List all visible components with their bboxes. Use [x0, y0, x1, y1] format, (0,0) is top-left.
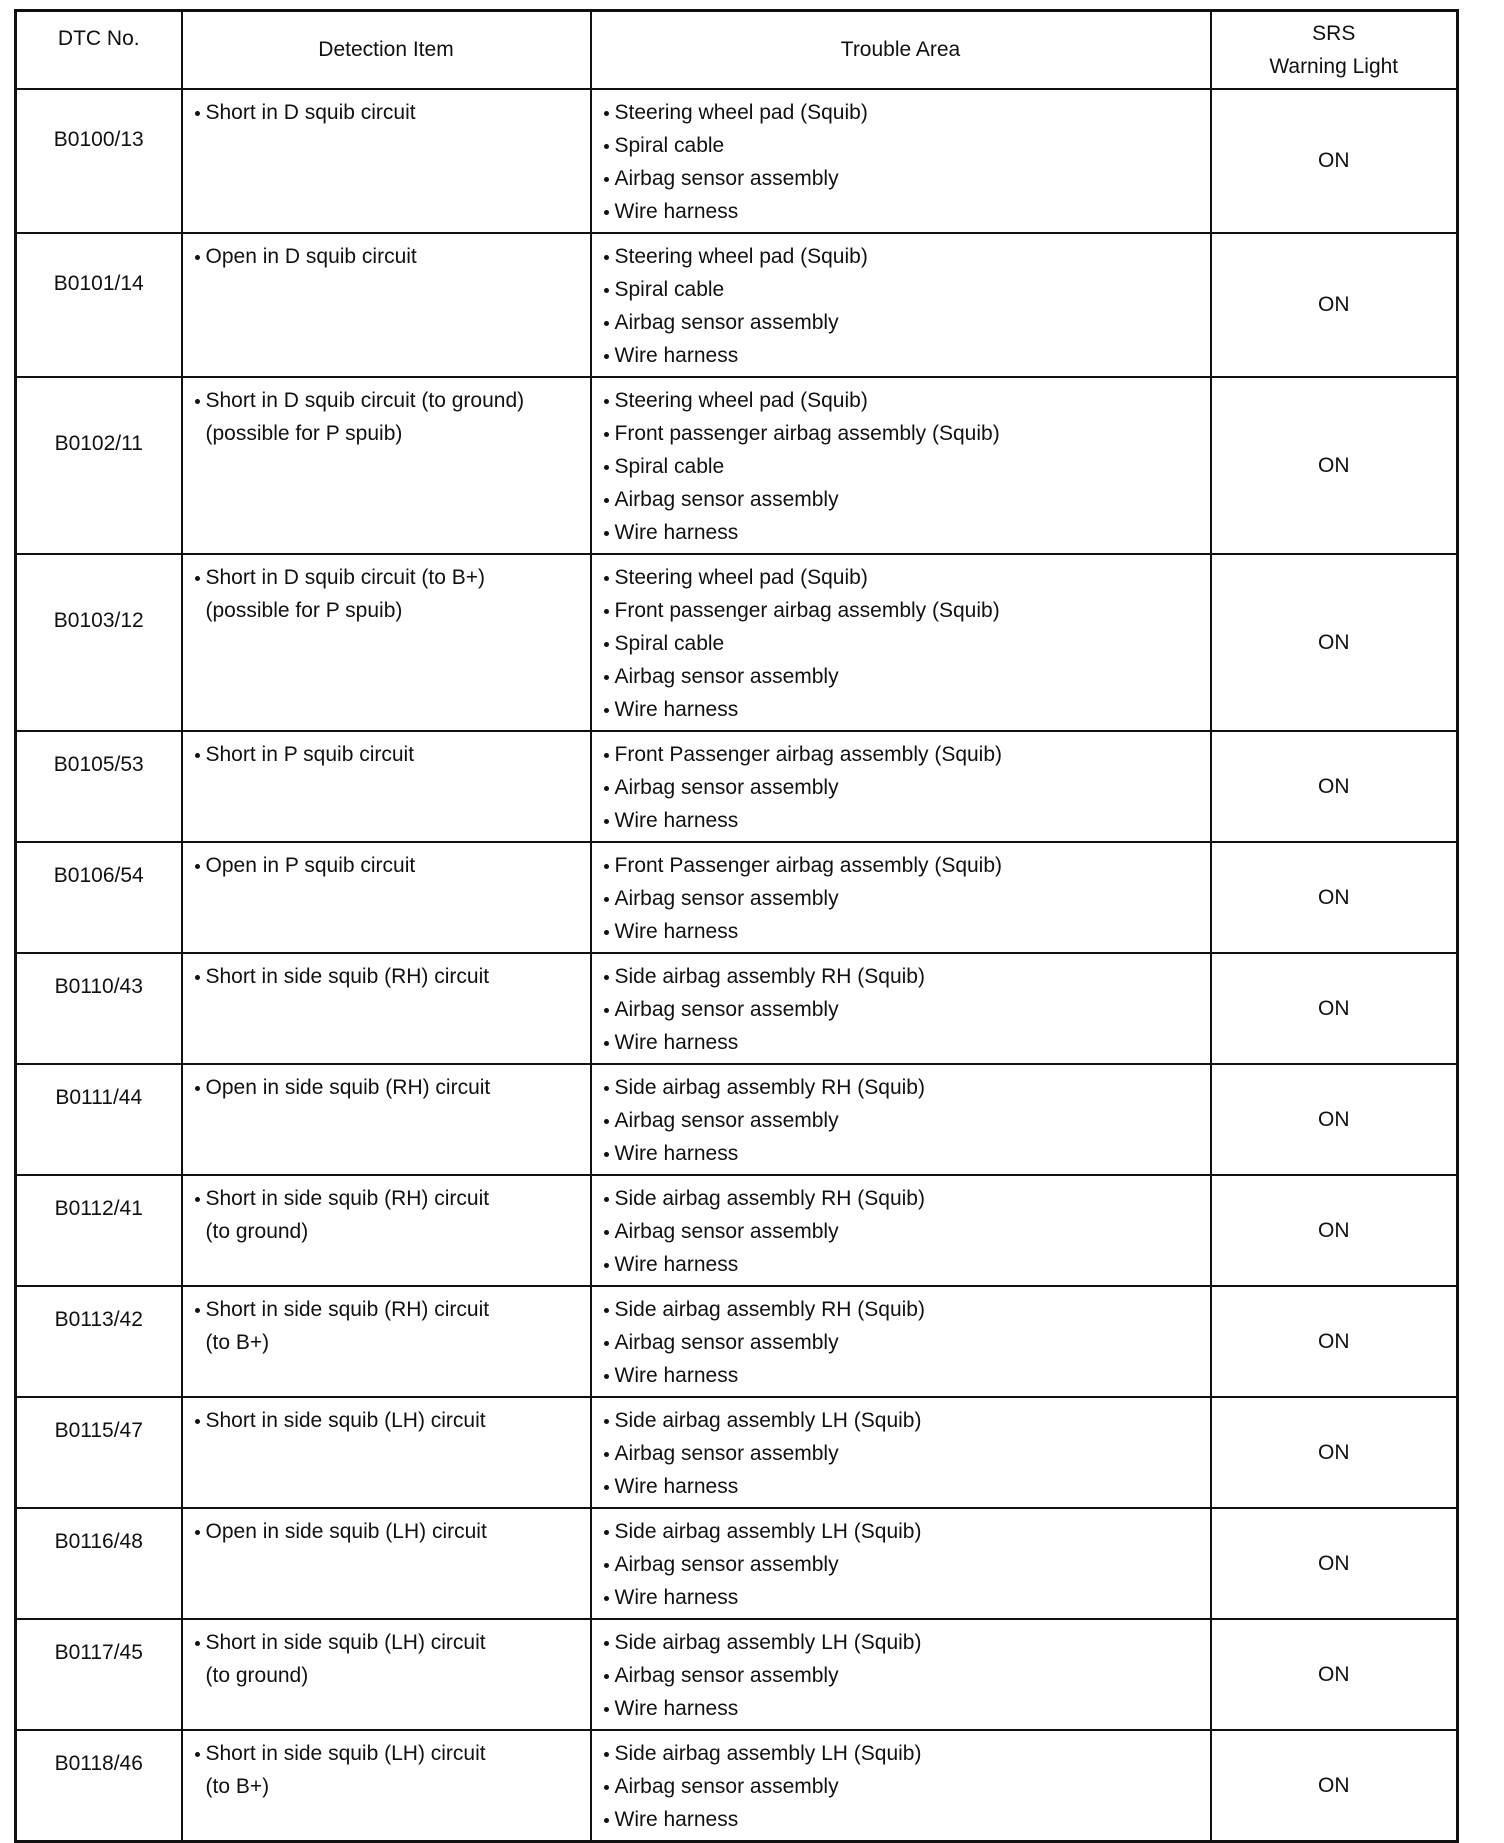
detection-item-list — [193, 1626, 582, 1692]
trouble-area-item: Airbag sensor assembly — [602, 882, 1202, 915]
detection-item: Short in D squib circuit — [193, 96, 582, 129]
trouble-area-list — [602, 1404, 1202, 1503]
trouble-area-item: Wire harness — [602, 1248, 1202, 1281]
trouble-area-item: Wire harness — [602, 1026, 1202, 1059]
detection-item-cell — [182, 953, 591, 1064]
trouble-area-item: Airbag sensor assembly — [602, 1770, 1202, 1803]
dtc-code: B0117/45 — [16, 1619, 182, 1730]
trouble-area-item: Front Passenger airbag assembly (Squib) — [602, 738, 1202, 771]
trouble-area-cell — [591, 1064, 1211, 1175]
dtc-code: B0103/12 — [16, 554, 182, 731]
trouble-area-item: Steering wheel pad (Squib) — [602, 561, 1202, 594]
trouble-area-item: Airbag sensor assembly — [602, 1215, 1202, 1248]
trouble-area-cell — [591, 1286, 1211, 1397]
srs-warning-light-status: ON — [1211, 1286, 1458, 1397]
table-row — [16, 731, 1458, 842]
header-srs-warning-light: SRS Warning Light — [1211, 11, 1458, 89]
trouble-area-item: Side airbag assembly RH (Squib) — [602, 1071, 1202, 1104]
trouble-area-item: Wire harness — [602, 1803, 1202, 1836]
header-trouble-area: Trouble Area — [591, 11, 1211, 89]
detection-item-cell — [182, 1175, 591, 1286]
trouble-area-item: Front passenger airbag assembly (Squib) — [602, 594, 1202, 627]
dtc-table — [14, 9, 1459, 1843]
table-row — [16, 1619, 1458, 1730]
detection-item-list — [193, 561, 582, 627]
detection-item-list — [193, 1182, 582, 1248]
trouble-area-item: Airbag sensor assembly — [602, 1548, 1202, 1581]
trouble-area-cell — [591, 1175, 1211, 1286]
detection-item-list — [193, 1404, 582, 1437]
trouble-area-item: Wire harness — [602, 915, 1202, 948]
detection-item-cell — [182, 1508, 591, 1619]
trouble-area-item: Wire harness — [602, 1137, 1202, 1170]
detection-item-cell — [182, 1730, 591, 1842]
trouble-area-list — [602, 738, 1202, 837]
trouble-area-item: Side airbag assembly RH (Squib) — [602, 1293, 1202, 1326]
detection-item: Short in side squib (RH) circuit — [193, 960, 582, 993]
table-row — [16, 1508, 1458, 1619]
table-row — [16, 1397, 1458, 1508]
trouble-area-item: Wire harness — [602, 195, 1202, 228]
table-row — [16, 377, 1458, 554]
detection-item-list — [193, 1071, 582, 1104]
trouble-area-list — [602, 561, 1202, 726]
trouble-area-list — [602, 1071, 1202, 1170]
trouble-area-item: Wire harness — [602, 1581, 1202, 1614]
srs-warning-light-status: ON — [1211, 1397, 1458, 1508]
dtc-code: B0110/43 — [16, 953, 182, 1064]
header-detection-item: Detection Item — [182, 11, 591, 89]
detection-item-cell — [182, 377, 591, 554]
detection-item: Short in D squib circuit (to ground) (possible for P spuib) — [193, 384, 582, 450]
dtc-code: B0115/47 — [16, 1397, 182, 1508]
detection-item-list — [193, 384, 582, 450]
detection-item-list — [193, 960, 582, 993]
table-row — [16, 233, 1458, 377]
trouble-area-item: Wire harness — [602, 693, 1202, 726]
table-row — [16, 842, 1458, 953]
dtc-code: B0112/41 — [16, 1175, 182, 1286]
dtc-code: B0100/13 — [16, 89, 182, 233]
detection-item-cell — [182, 554, 591, 731]
trouble-area-item: Spiral cable — [602, 627, 1202, 660]
trouble-area-item: Airbag sensor assembly — [602, 1104, 1202, 1137]
detection-item-list — [193, 1737, 582, 1803]
detection-item: Short in side squib (LH) circuit (to ground) — [193, 1626, 582, 1692]
dtc-code: B0116/48 — [16, 1508, 182, 1619]
detection-item: Short in side squib (LH) circuit — [193, 1404, 582, 1437]
trouble-area-item: Wire harness — [602, 1359, 1202, 1392]
trouble-area-list — [602, 1737, 1202, 1836]
header-row — [16, 11, 1458, 89]
trouble-area-item: Airbag sensor assembly — [602, 771, 1202, 804]
table-row — [16, 89, 1458, 233]
srs-warning-light-status: ON — [1211, 842, 1458, 953]
trouble-area-cell — [591, 1730, 1211, 1842]
trouble-area-cell — [591, 1619, 1211, 1730]
trouble-area-list — [602, 1515, 1202, 1614]
detection-item-cell — [182, 89, 591, 233]
srs-warning-light-status: ON — [1211, 1619, 1458, 1730]
trouble-area-cell — [591, 1508, 1211, 1619]
trouble-area-cell — [591, 731, 1211, 842]
trouble-area-item: Side airbag assembly LH (Squib) — [602, 1404, 1202, 1437]
detection-item-cell — [182, 842, 591, 953]
dtc-code: B0102/11 — [16, 377, 182, 554]
trouble-area-item: Wire harness — [602, 804, 1202, 837]
detection-item: Short in side squib (LH) circuit (to B+) — [193, 1737, 582, 1803]
trouble-area-list — [602, 240, 1202, 372]
detection-item-list — [193, 738, 582, 771]
detection-item-cell — [182, 1619, 591, 1730]
trouble-area-item: Wire harness — [602, 1470, 1202, 1503]
dtc-code: B0118/46 — [16, 1730, 182, 1842]
trouble-area-item: Side airbag assembly LH (Squib) — [602, 1626, 1202, 1659]
detection-item: Open in D squib circuit — [193, 240, 582, 273]
trouble-area-item: Side airbag assembly LH (Squib) — [602, 1515, 1202, 1548]
srs-warning-light-status: ON — [1211, 1175, 1458, 1286]
table-row — [16, 953, 1458, 1064]
detection-item-list — [193, 1293, 582, 1359]
trouble-area-item: Airbag sensor assembly — [602, 660, 1202, 693]
trouble-area-item: Airbag sensor assembly — [602, 1659, 1202, 1692]
trouble-area-item: Wire harness — [602, 516, 1202, 549]
detection-item: Short in P squib circuit — [193, 738, 582, 771]
dtc-table-body — [16, 89, 1458, 1842]
detection-item-cell — [182, 731, 591, 842]
srs-warning-light-status: ON — [1211, 1508, 1458, 1619]
trouble-area-item: Front passenger airbag assembly (Squib) — [602, 417, 1202, 450]
trouble-area-item: Side airbag assembly RH (Squib) — [602, 1182, 1202, 1215]
table-row — [16, 1730, 1458, 1842]
trouble-area-list — [602, 1293, 1202, 1392]
dtc-code: B0105/53 — [16, 731, 182, 842]
trouble-area-item: Steering wheel pad (Squib) — [602, 384, 1202, 417]
detection-item-list — [193, 240, 582, 273]
srs-warning-light-status: ON — [1211, 554, 1458, 731]
trouble-area-item: Airbag sensor assembly — [602, 162, 1202, 195]
detection-item-list — [193, 1515, 582, 1548]
trouble-area-cell — [591, 89, 1211, 233]
srs-warning-light-status: ON — [1211, 731, 1458, 842]
detection-item-list — [193, 849, 582, 882]
detection-item-list — [193, 96, 582, 129]
trouble-area-item: Airbag sensor assembly — [602, 306, 1202, 339]
trouble-area-cell — [591, 1397, 1211, 1508]
trouble-area-cell — [591, 953, 1211, 1064]
trouble-area-list — [602, 1182, 1202, 1281]
trouble-area-item: Side airbag assembly RH (Squib) — [602, 960, 1202, 993]
table-row — [16, 1064, 1458, 1175]
trouble-area-item: Spiral cable — [602, 129, 1202, 162]
table-row — [16, 1175, 1458, 1286]
srs-warning-light-status: ON — [1211, 953, 1458, 1064]
trouble-area-cell — [591, 377, 1211, 554]
trouble-area-cell — [591, 842, 1211, 953]
detection-item: Short in D squib circuit (to B+) (possible for P spuib) — [193, 561, 582, 627]
trouble-area-item: Airbag sensor assembly — [602, 1437, 1202, 1470]
srs-warning-light-status: ON — [1211, 233, 1458, 377]
header-dtc-no: DTC No. — [16, 11, 182, 89]
trouble-area-list — [602, 384, 1202, 549]
trouble-area-item: Steering wheel pad (Squib) — [602, 96, 1202, 129]
trouble-area-item: Airbag sensor assembly — [602, 483, 1202, 516]
trouble-area-item: Airbag sensor assembly — [602, 1326, 1202, 1359]
trouble-area-item: Wire harness — [602, 339, 1202, 372]
dtc-code: B0106/54 — [16, 842, 182, 953]
detection-item: Open in side squib (LH) circuit — [193, 1515, 582, 1548]
detection-item: Open in P squib circuit — [193, 849, 582, 882]
dtc-code: B0113/42 — [16, 1286, 182, 1397]
detection-item-cell — [182, 233, 591, 377]
trouble-area-item: Spiral cable — [602, 450, 1202, 483]
detection-item-cell — [182, 1064, 591, 1175]
srs-warning-light-status: ON — [1211, 377, 1458, 554]
trouble-area-item: Steering wheel pad (Squib) — [602, 240, 1202, 273]
trouble-area-list — [602, 96, 1202, 228]
trouble-area-item: Front Passenger airbag assembly (Squib) — [602, 849, 1202, 882]
srs-warning-light-status: ON — [1211, 1730, 1458, 1842]
trouble-area-item: Airbag sensor assembly — [602, 993, 1202, 1026]
dtc-code: B0111/44 — [16, 1064, 182, 1175]
detection-item: Short in side squib (RH) circuit (to B+) — [193, 1293, 582, 1359]
table-row — [16, 1286, 1458, 1397]
trouble-area-list — [602, 1626, 1202, 1725]
dtc-code: B0101/14 — [16, 233, 182, 377]
trouble-area-item: Wire harness — [602, 1692, 1202, 1725]
detection-item: Short in side squib (RH) circuit (to ground) — [193, 1182, 582, 1248]
detection-item-cell — [182, 1397, 591, 1508]
detection-item-cell — [182, 1286, 591, 1397]
trouble-area-cell — [591, 554, 1211, 731]
trouble-area-list — [602, 960, 1202, 1059]
table-row — [16, 554, 1458, 731]
trouble-area-list — [602, 849, 1202, 948]
srs-warning-light-status: ON — [1211, 1064, 1458, 1175]
srs-warning-light-status: ON — [1211, 89, 1458, 233]
trouble-area-item: Spiral cable — [602, 273, 1202, 306]
trouble-area-cell — [591, 233, 1211, 377]
detection-item: Open in side squib (RH) circuit — [193, 1071, 582, 1104]
trouble-area-item: Side airbag assembly LH (Squib) — [602, 1737, 1202, 1770]
